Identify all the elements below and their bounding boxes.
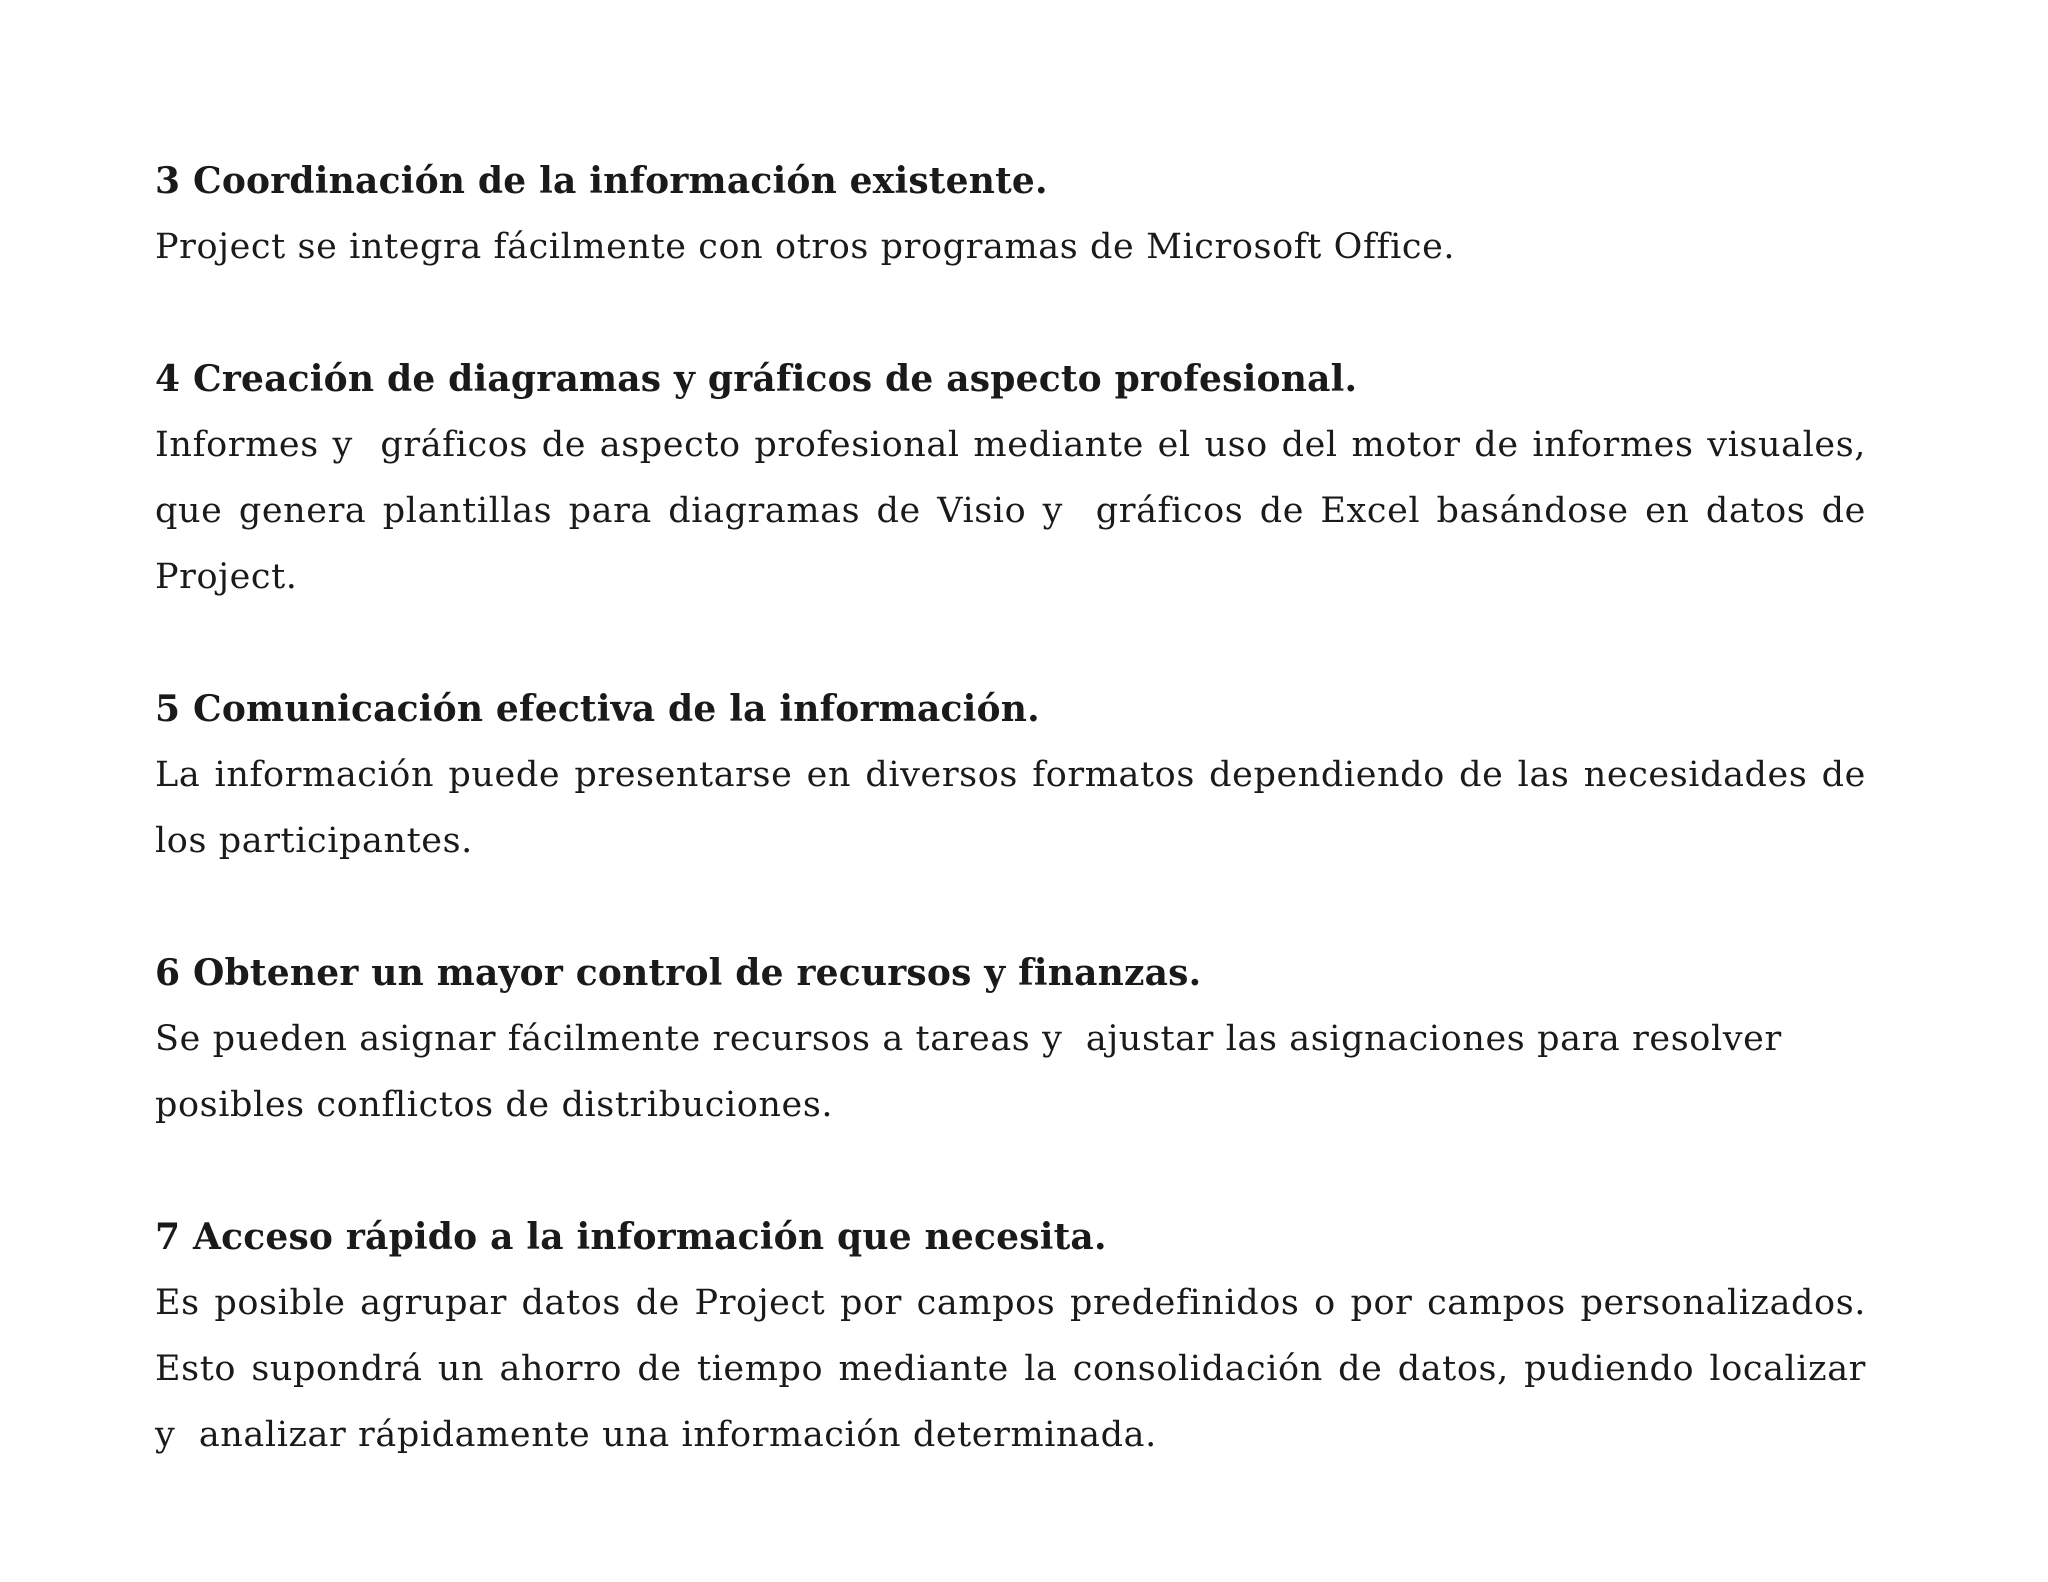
- section-6: [155, 940, 1866, 1138]
- paragraph-line: que genera plantillas para diagramas de Visio y gráficos de Excel basándose en datos de: [155, 491, 1866, 531]
- paragraph-line: Informes y gráficos de aspecto profesional mediante el uso del motor de informes visuales,: [155, 425, 1866, 465]
- section-paragraph: [155, 214, 1866, 280]
- section-3: [155, 148, 1866, 280]
- paragraph-line: y analizar rápidamente una información determinada.: [155, 1415, 1157, 1455]
- paragraph-line: La información puede presentarse en diversos formatos dependiendo de las necesidades de: [155, 755, 1866, 795]
- section-5: [155, 676, 1866, 874]
- section-paragraph: [155, 1270, 1866, 1468]
- section-paragraph: [155, 1006, 1866, 1138]
- section-heading: 3 Coordinación de la información existente.: [155, 160, 1048, 202]
- section-4: [155, 346, 1866, 610]
- document-page: [155, 148, 1866, 1534]
- paragraph-line: Se pueden asignar fácilmente recursos a tareas y ajustar las asignaciones para resolver: [155, 1019, 1782, 1059]
- section-heading: 6 Obtener un mayor control de recursos y finanzas.: [155, 952, 1202, 994]
- section-7: [155, 1204, 1866, 1468]
- section-paragraph: [155, 742, 1866, 874]
- paragraph-line: Project.: [155, 557, 298, 597]
- section-heading: 5 Comunicación efectiva de la información.: [155, 688, 1040, 730]
- section-paragraph: [155, 412, 1866, 610]
- paragraph-line: los participantes.: [155, 821, 473, 861]
- paragraph-line: Es posible agrupar datos de Project por campos predefinidos o por campos personalizados.: [155, 1283, 1866, 1323]
- paragraph-line: posibles conflictos de distribuciones.: [155, 1085, 834, 1125]
- paragraph-line: Esto supondrá un ahorro de tiempo mediante la consolidación de datos, pudiendo localizar: [155, 1349, 1866, 1389]
- section-heading: 7 Acceso rápido a la información que necesita.: [155, 1216, 1107, 1258]
- paragraph-line: Project se integra fácilmente con otros programas de Microsoft Office.: [155, 227, 1456, 267]
- section-heading: 4 Creación de diagramas y gráficos de aspecto profesional.: [155, 358, 1358, 400]
